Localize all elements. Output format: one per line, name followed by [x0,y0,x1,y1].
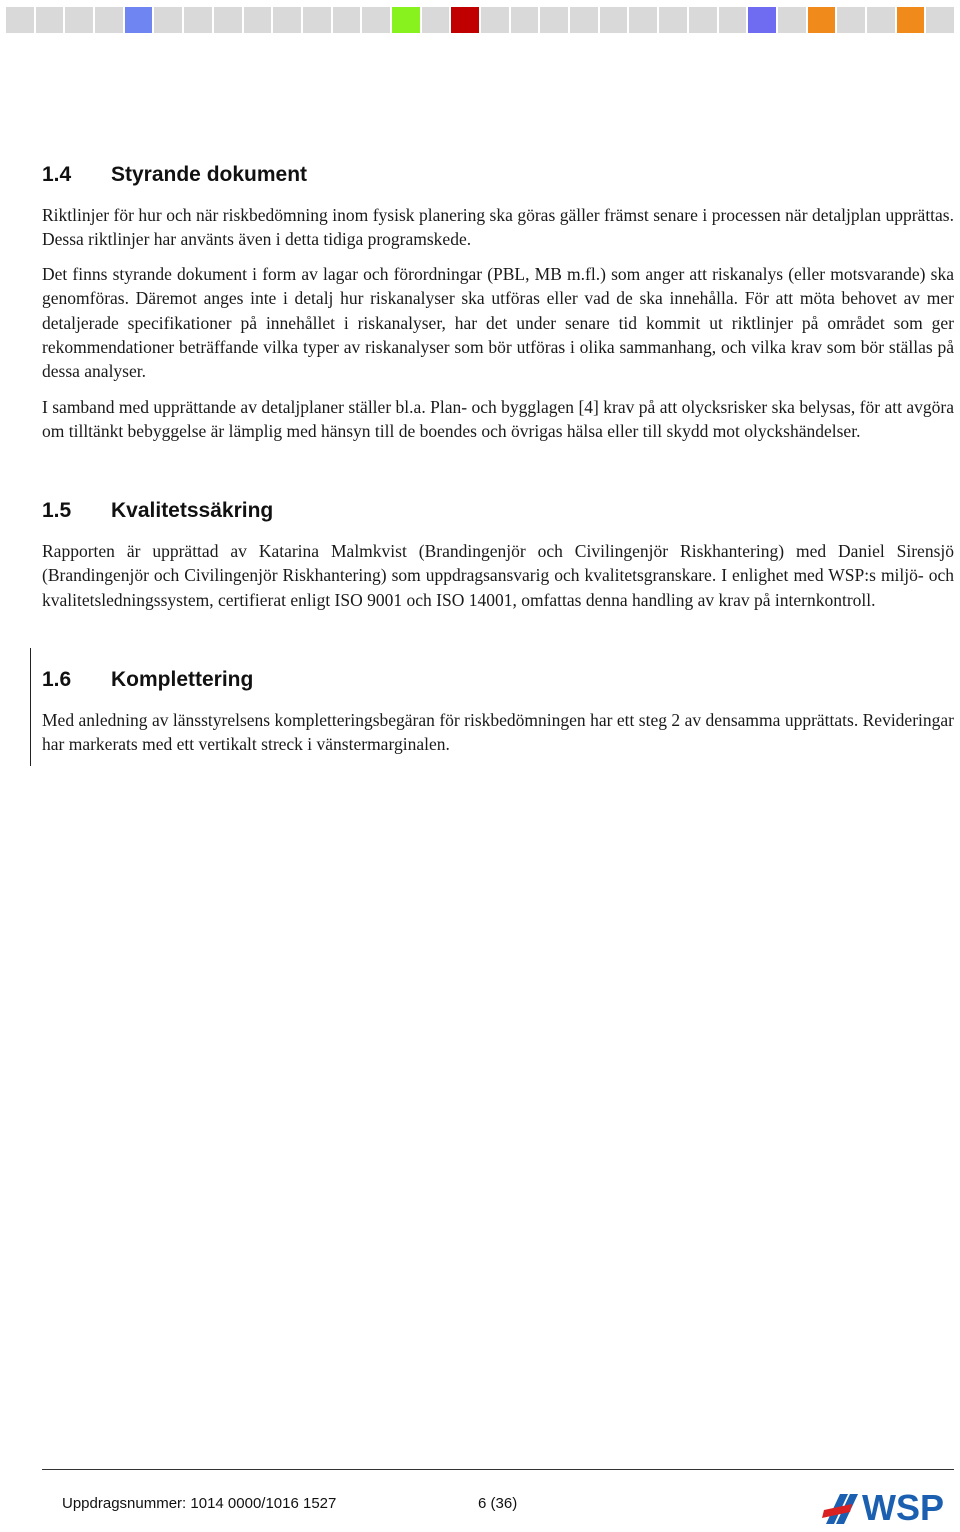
color-swatch [214,7,242,33]
color-swatch [392,7,420,33]
paragraph: Det finns styrande dokument i form av lagar och förordningar (PBL, MB m.fl.) som anger att riskanalys (eller motsvarande) ska genomföras. Däremot anges inte i detalj hur riskanalyser ska utföras eller vad de ska innehålla. För att möta behovet av mer detaljerade specifikationer på innehållet i riskanalyser, har det under senare tid kommit ut riktlinjer på området som ger rekommendationer beträffande vilka typer av riskanalyser som bör utföras i olika sammanhang, och vilka krav som bör ställas på dessa analyser. [42,264,954,382]
color-swatch [511,7,539,33]
section-number: 1.5 [42,499,72,522]
assignment-number: Uppdragsnummer: 1014 0000/1016 1527 [62,1495,337,1512]
color-swatch [867,7,895,33]
page-number: 6 (36) [478,1495,518,1512]
section-number: 1.6 [42,668,72,691]
color-swatch [570,7,598,33]
paragraph: Rapporten är upprättad av Katarina Malmkvist (Brandingenjör och Civilingenjör Riskhantering) med Daniel Sirensjö (Brandingenjör och Civilingenjör Riskhantering) som uppdragsansvarig och kvalitetsgranskare. I enlighet med WSP:s miljö- och kvalitetsledningssystem, certifierat enligt ISO 9001 och ISO 14001, omfattas denna handling av krav på internkontroll. [42,541,954,610]
color-swatch [36,7,64,33]
color-swatch [600,7,628,33]
color-swatch [837,7,865,33]
color-swatch [333,7,361,33]
wsp-logo [822,1484,956,1528]
section-heading-1-4 [42,163,307,187]
section-heading-1-5 [42,499,273,523]
section-title: Styrande dokument [111,163,308,186]
color-swatch [303,7,331,33]
color-swatch [154,7,182,33]
section-heading-1-6 [42,668,253,692]
color-swatch [808,7,836,33]
color-swatch [125,7,153,33]
color-swatch [244,7,272,33]
color-swatch [95,7,123,33]
color-swatch [540,7,568,33]
color-swatch [659,7,687,33]
color-swatch [778,7,806,33]
color-swatch [926,7,954,33]
color-swatch [273,7,301,33]
color-swatch [6,7,34,33]
paragraph: Med anledning av länsstyrelsens kompletteringsbegäran för riskbedömningen har ett steg 2 av densamma upprättats. Revideringar har markerats med ett vertikalt streck i vänstermarginalen. [42,710,954,755]
paragraph: Riktlinjer för hur och när riskbedömning inom fysisk planering ska göras gäller främst senare i processen när detaljplan upprättas. Dessa riktlinjer har använts även i detta tidiga programskede. [42,205,954,250]
color-swatch [362,7,390,33]
revision-marker [30,648,31,766]
color-swatch [719,7,747,33]
paragraph: I samband med upprättande av detaljplaner ställer bl.a. Plan- och bygglagen [4] krav på att olycksrisker ska belysas, för att avgöra om tilltänkt bebyggelse är lämplig med hänsyn till de boendes och övrigas hälsa eller till skydd mot olyckshändelser. [42,397,954,442]
section-number: 1.4 [42,163,72,186]
color-swatch [184,7,212,33]
color-swatch [629,7,657,33]
footer-divider [42,1469,954,1470]
color-swatch [422,7,450,33]
logo-wordmark: WSP [862,1487,945,1528]
color-swatch [897,7,925,33]
section-title: Kvalitetssäkring [111,499,274,522]
color-swatch [451,7,479,33]
section-title: Komplettering [111,668,254,691]
color-swatch [689,7,717,33]
color-swatch-bar [6,7,954,33]
color-swatch [65,7,93,33]
color-swatch [481,7,509,33]
color-swatch [748,7,776,33]
